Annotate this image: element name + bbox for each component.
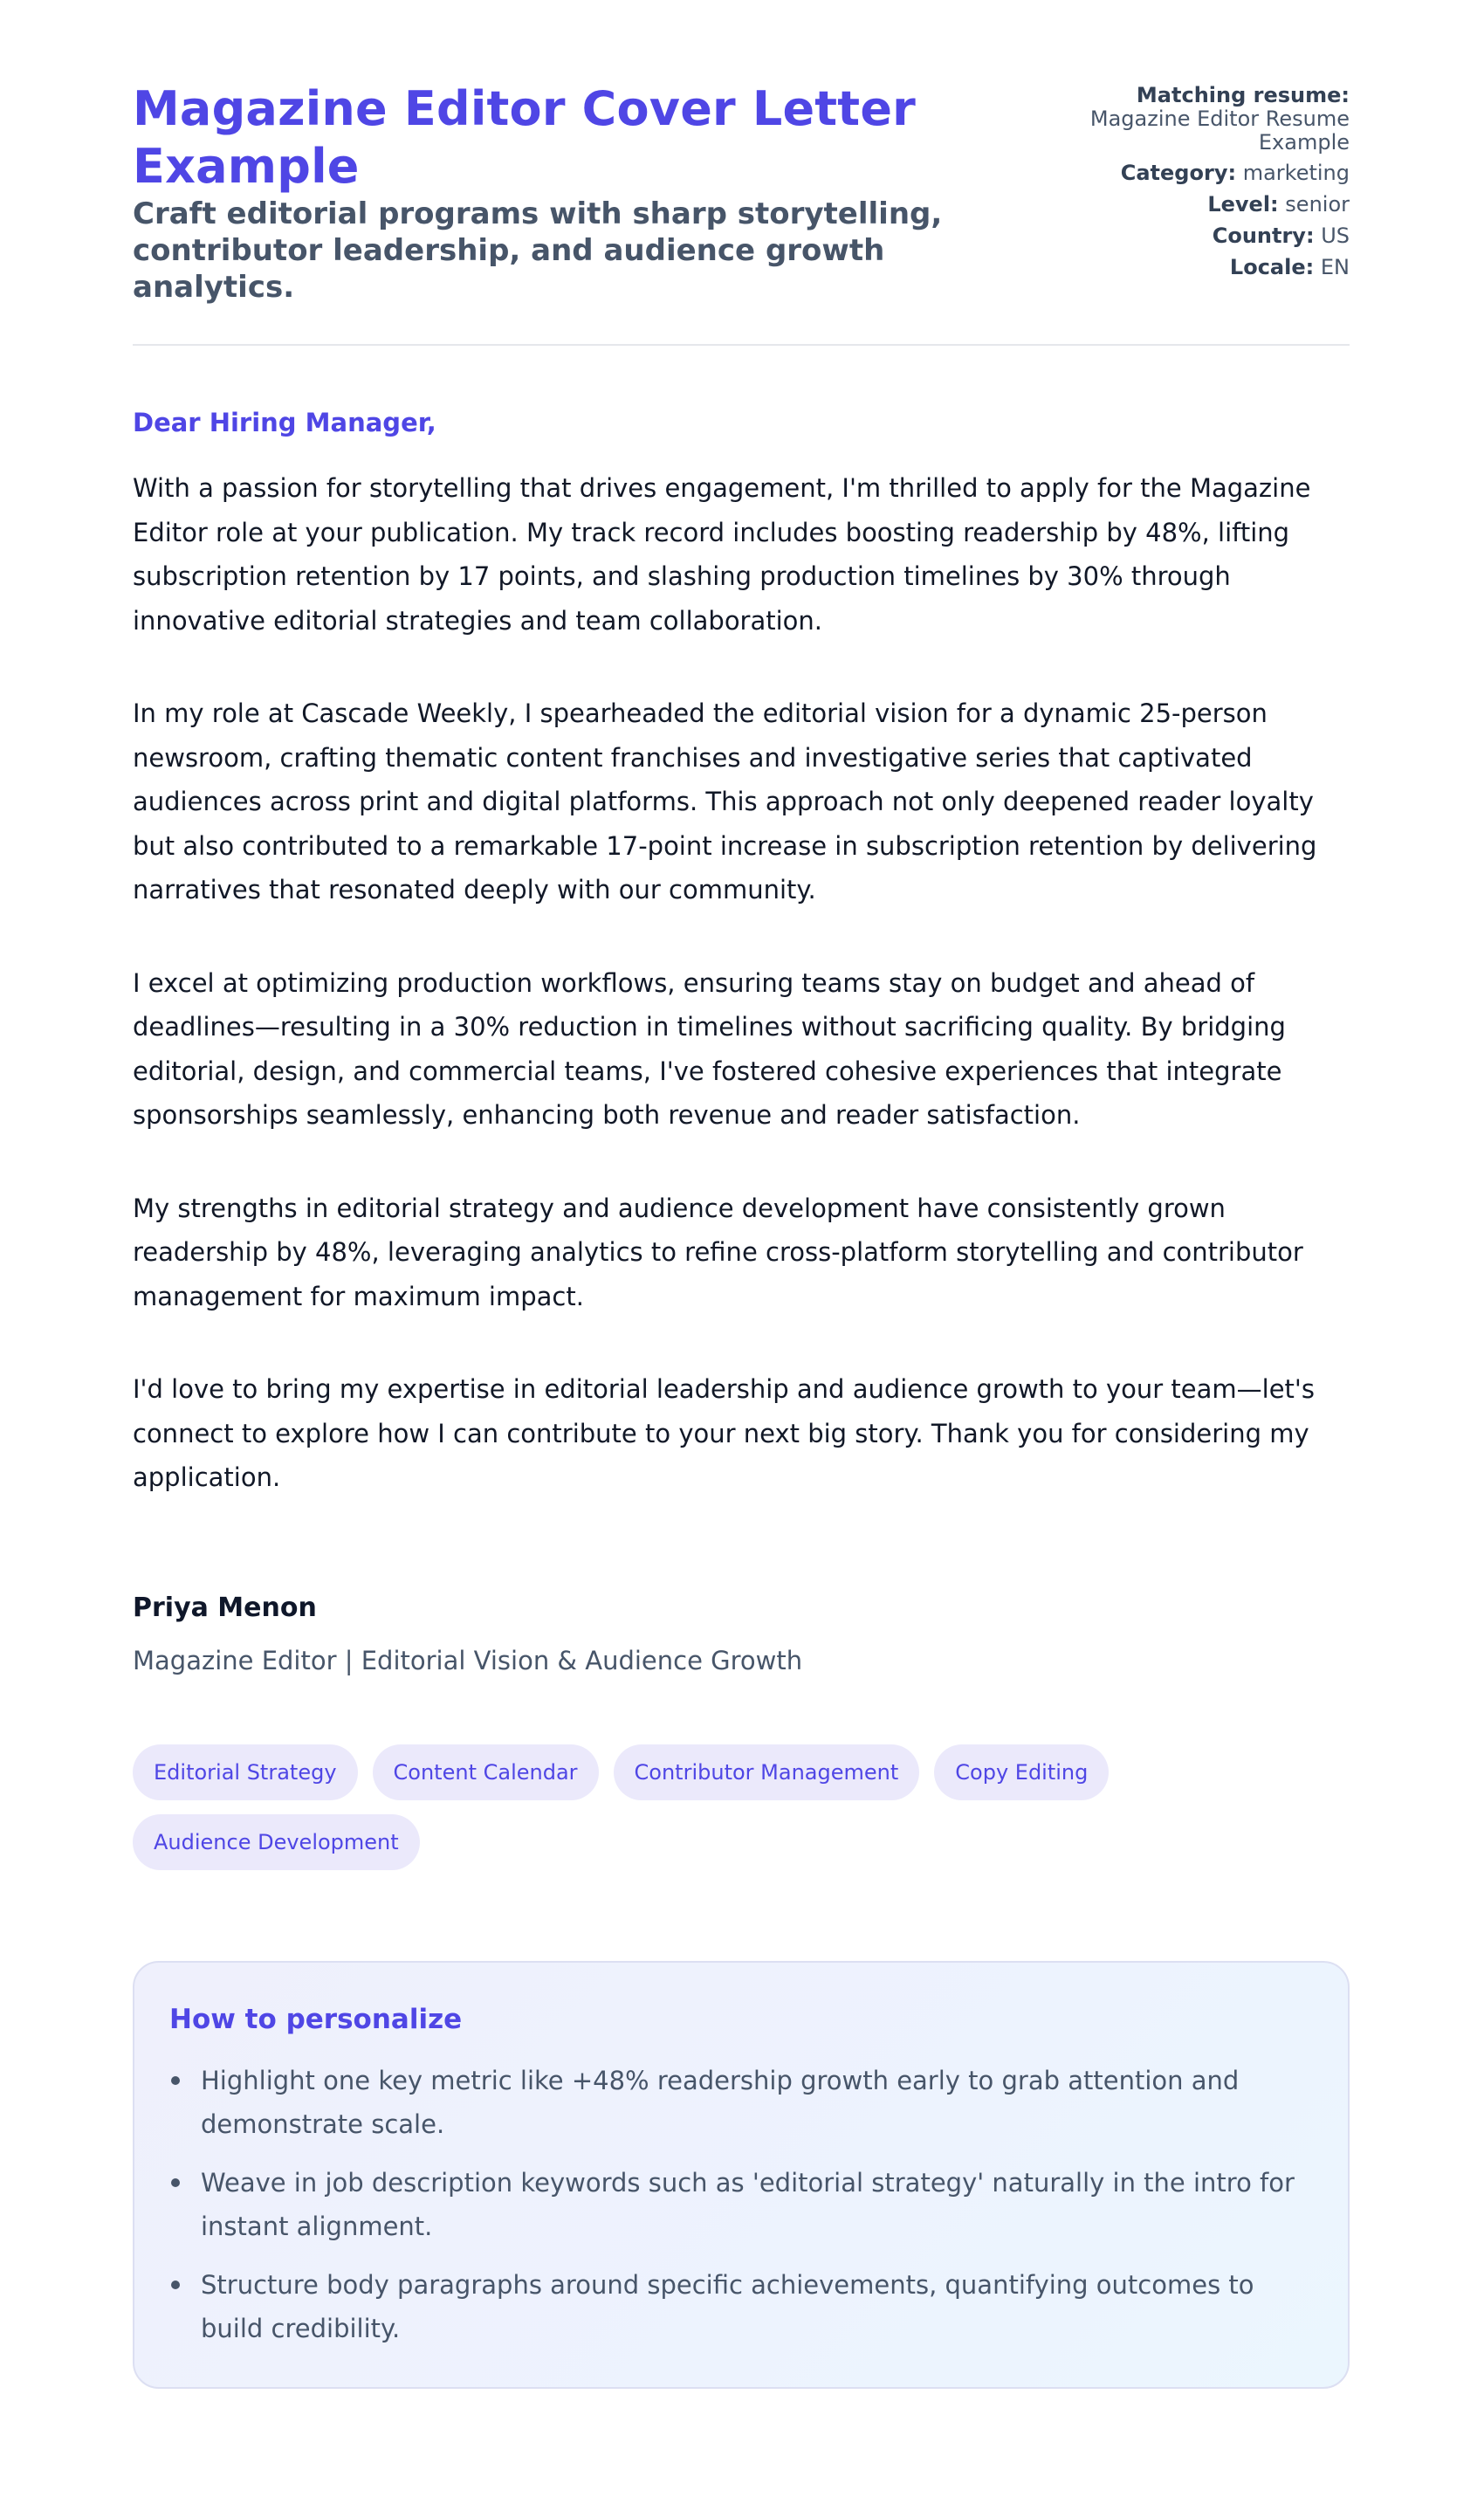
- letter-paragraph-intro: With a passion for storytelling that drives engagement, I'm thrilled to apply for the Magazine Editor role at your publication. My track record includes boosting readership by 48%, lifting subscription retention by 17 points, and slashing production timelines by 30% through innovative editorial strategies and team collaboration.: [133, 473, 1311, 636]
- meta-category-value: marketing: [1242, 161, 1350, 185]
- meta-country: [1053, 224, 1350, 248]
- bullet-icon: [171, 2178, 180, 2187]
- meta-locale: [1053, 256, 1350, 279]
- letter-paragraph-operations: I excel at optimizing production workflows, ensuring teams stay on budget and ahead of deadlines—resulting in a 30% reduction in timelines without sacrificing quality. By bridging editorial, design, and commercial teams, I've fostered cohesive experiences that integrate sponsorships seamlessly, enhancing both revenue and reader satisfaction.: [133, 967, 1286, 1130]
- tip-text: Structure body paragraphs around specific achievements, quantifying outcomes to build credibility.: [201, 2269, 1254, 2343]
- signature-name: Priya Menon: [133, 1592, 317, 1623]
- skill-tag-contributor-management: Contributor Management: [614, 1744, 920, 1800]
- meta-country-value: US: [1321, 224, 1350, 248]
- tips-title: How to personalize: [169, 2003, 463, 2035]
- signature-title: Magazine Editor | Editorial Vision & Audience Growth: [133, 1645, 803, 1675]
- page-title: Magazine Editor Cover Letter Example: [133, 81, 916, 194]
- header-titles: [133, 80, 1032, 306]
- letter-body: [133, 466, 1350, 1500]
- cover-letter-page: [133, 80, 1350, 2389]
- header-divider: [133, 344, 1350, 346]
- meta-matching-resume-label: Matching resume:: [1136, 83, 1350, 107]
- meta-category: [1053, 162, 1350, 185]
- letter-paragraph-experience: In my role at Cascade Weekly, I spearheaded the editorial vision for a dynamic 25-person newsroom, crafting thematic content franchises and investigative series that captivated audiences across print and digital platforms. This approach not only deepened reader loyalty but also contributed to a remarkable 17-point increase in subscription retention by delivering narratives that resonated deeply with our community.: [133, 698, 1317, 905]
- meta-matching-resume: [1053, 84, 1350, 155]
- skill-tag-content-calendar: Content Calendar: [373, 1744, 599, 1800]
- meta-category-label: Category:: [1120, 161, 1237, 185]
- letter-paragraph-closing: I'd love to bring my expertise in editorial leadership and audience growth to your team—let's connect to explore how I can contribute to your next big story. Thank you for considering my application.: [133, 1374, 1315, 1492]
- meta-level-value: senior: [1285, 192, 1350, 217]
- personalize-tips-card: [133, 1961, 1350, 2389]
- metadata-panel: [1053, 80, 1350, 287]
- letter-paragraph-strengths: My strengths in editorial strategy and audience development have consistently grown readership by 48%, leveraging analytics to refine cross-platform storytelling and contributor management for maximum impact.: [133, 1193, 1303, 1311]
- skill-tag-copy-editing: Copy Editing: [934, 1744, 1109, 1800]
- meta-matching-resume-link[interactable]: Magazine Editor Resume Example: [1089, 107, 1350, 155]
- meta-level-label: Level:: [1207, 192, 1279, 217]
- meta-level: [1053, 193, 1350, 217]
- signature-block: [133, 1593, 1350, 1676]
- page-subtitle: Craft editorial programs with sharp storytelling, contributor leadership, and audience growth analytics.: [133, 196, 943, 305]
- meta-locale-value: EN: [1320, 255, 1350, 279]
- letter-greeting: Dear Hiring Manager,: [133, 408, 436, 437]
- meta-country-label: Country:: [1212, 224, 1315, 248]
- tip-item: [201, 2059, 1313, 2146]
- tip-text: Weave in job description keywords such as 'editorial strategy' naturally in the intro for instant alignment.: [201, 2167, 1295, 2241]
- bullet-icon: [171, 2281, 180, 2289]
- meta-locale-label: Locale:: [1229, 255, 1315, 279]
- skill-tag-audience-development: Audience Development: [133, 1814, 420, 1870]
- tip-item: [201, 2161, 1313, 2248]
- skill-tag-editorial-strategy: Editorial Strategy: [133, 1744, 358, 1800]
- bullet-icon: [171, 2076, 180, 2085]
- tip-text: Highlight one key metric like +48% readership growth early to grab attention and demonstrate scale.: [201, 2065, 1240, 2139]
- skill-tags: [133, 1744, 1180, 1870]
- page-header: [133, 80, 1350, 306]
- tip-item: [201, 2263, 1313, 2350]
- tips-list: [169, 2059, 1313, 2350]
